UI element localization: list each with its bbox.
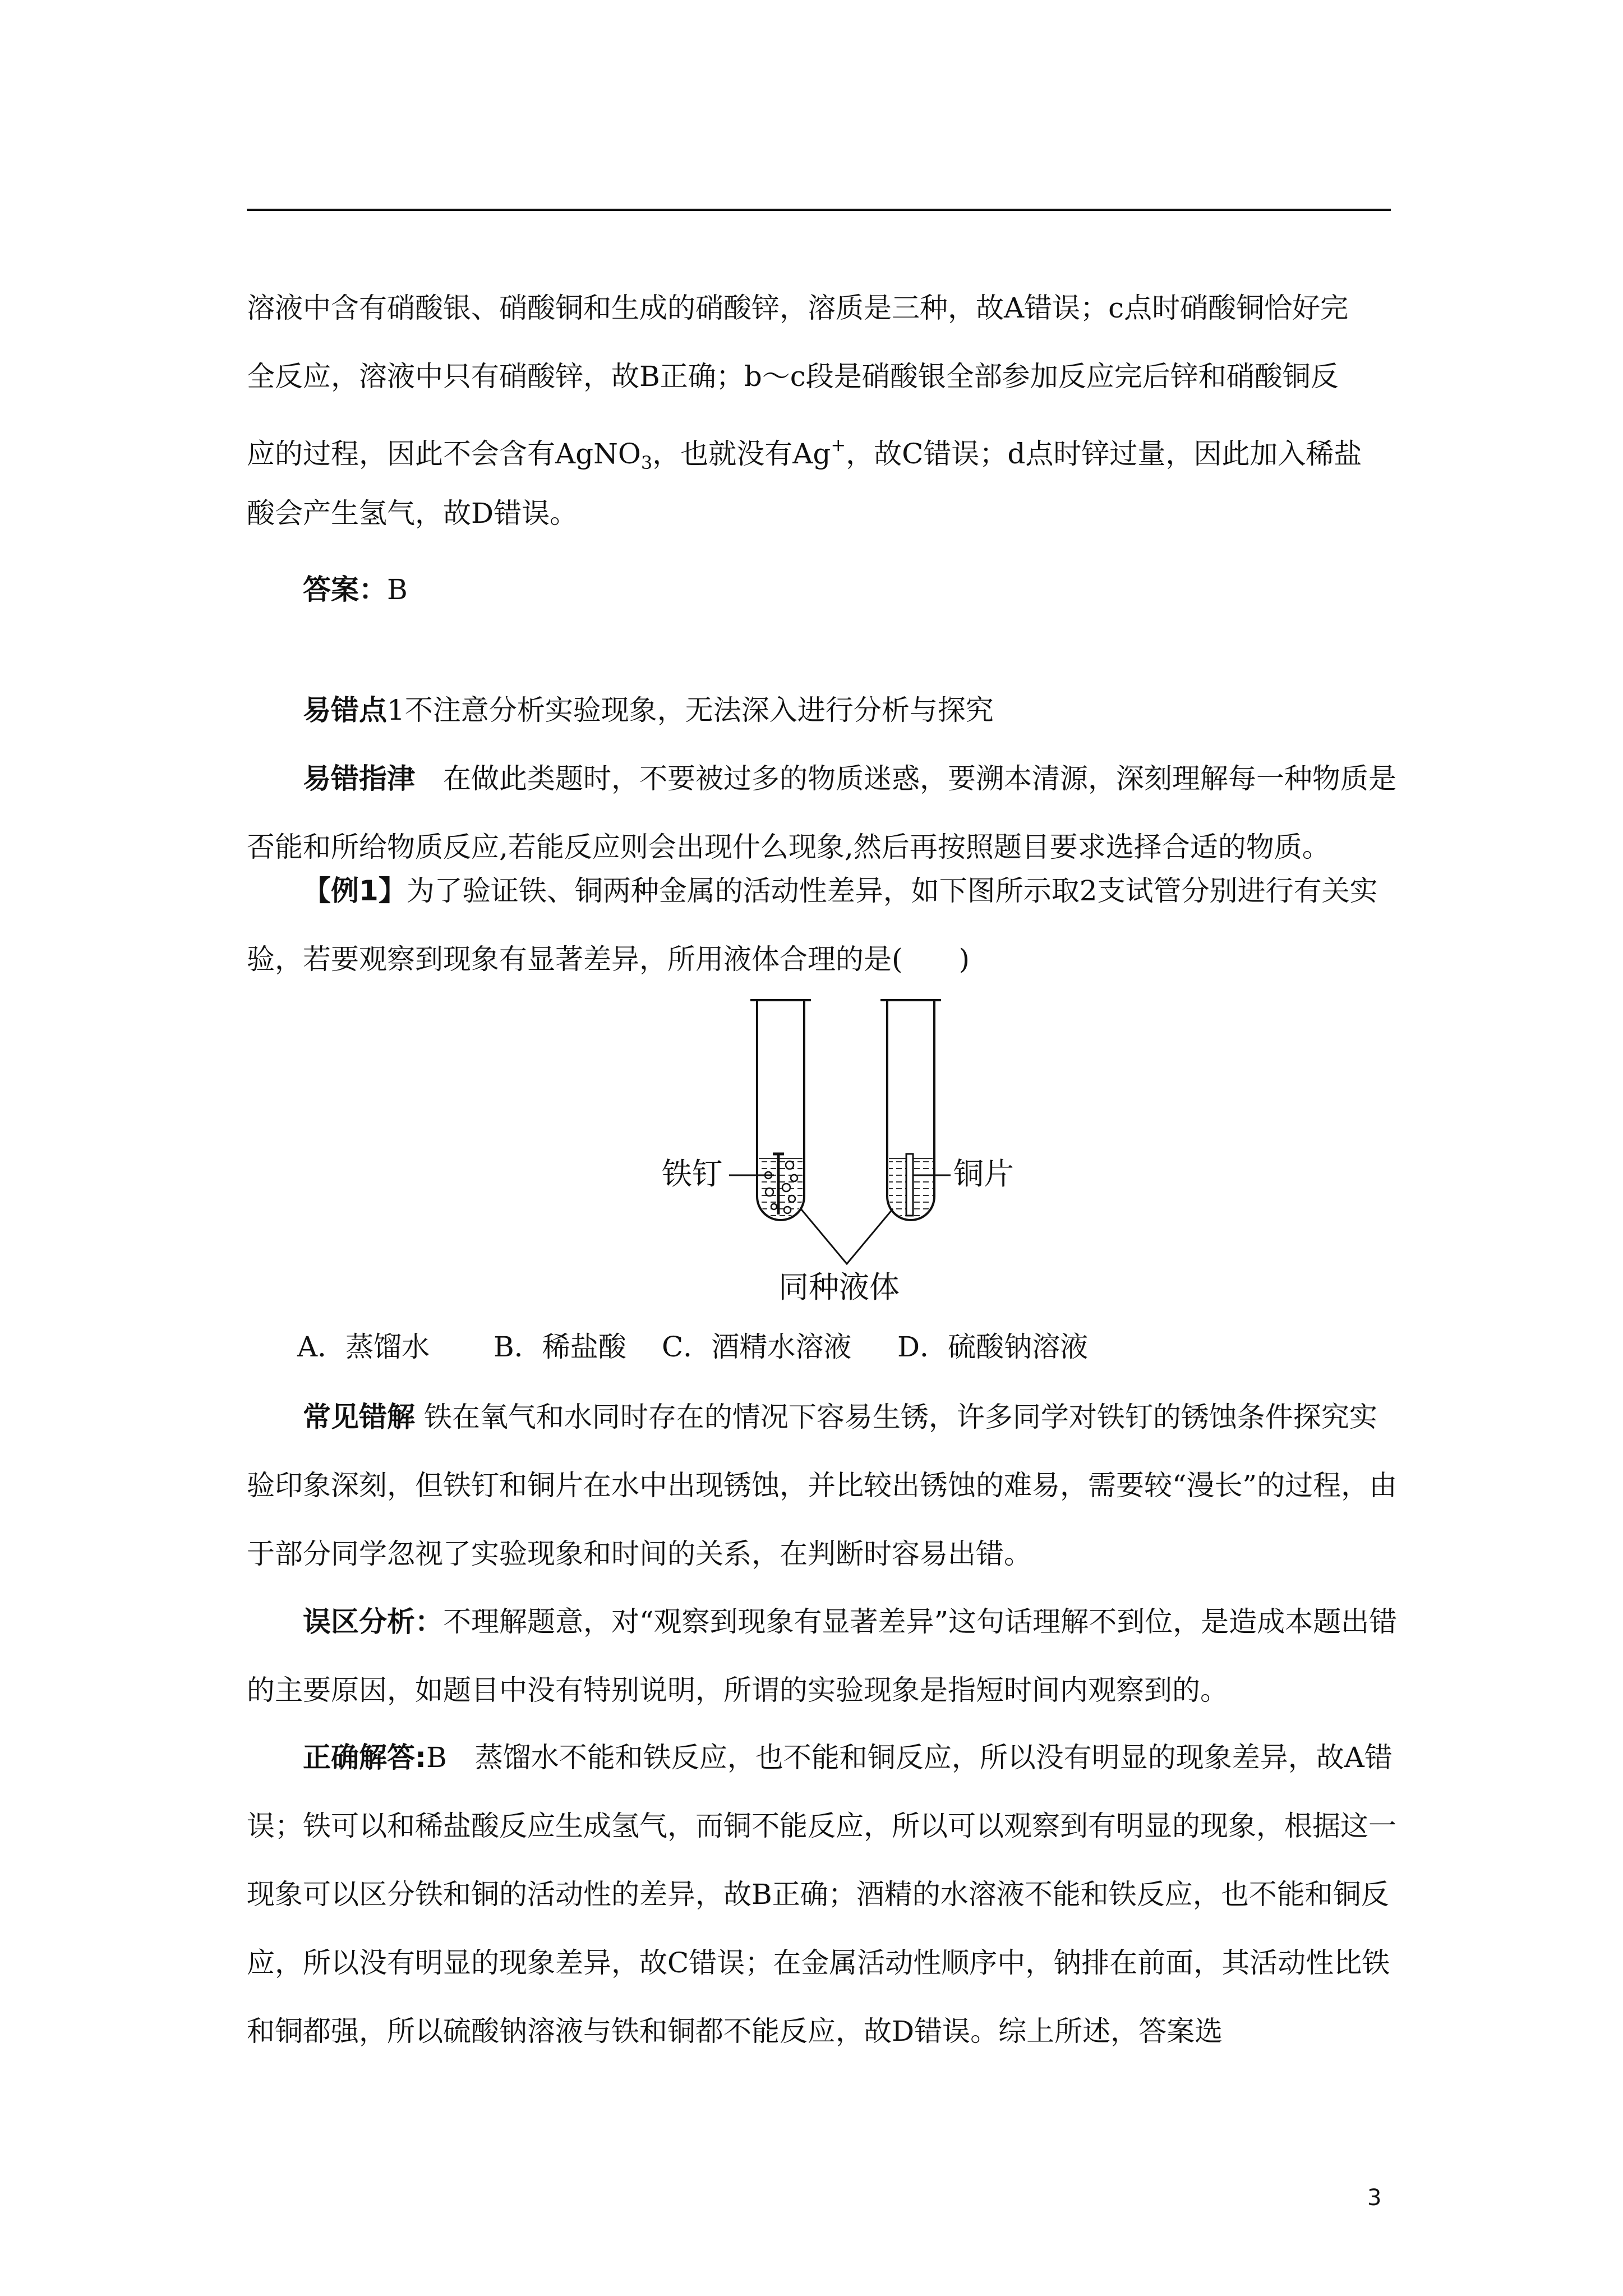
page-number: 3 [1367, 2185, 1382, 2211]
example-question [247, 857, 1402, 993]
paragraph-line [247, 342, 1402, 411]
error-point-label: 易错点 [303, 694, 387, 726]
misconception-text: 不理解题意，对“观察到现象有显著差异”这句话理解不到位，是造成本题出错的主要原因，如题目中没有特别说明，所谓的实验现象是指短时间内观察到的。 [247, 1605, 1398, 1706]
correct-solution [247, 1723, 1402, 2065]
text: ，故C错误；d点时锌过量，因此加入稀盐 [846, 438, 1362, 470]
answer-label: 答案： [303, 573, 387, 606]
header-rule [247, 209, 1391, 211]
answer-line [247, 555, 1402, 624]
subscript: 3 [640, 452, 653, 473]
misconception-analysis [247, 1588, 1402, 1724]
common-mistake-text: 铁在氧气和水同时存在的情况下容易生锈，许多同学对铁钉的锈蚀条件探究实验印象深刻，但铁钉和铜片在水中出现锈蚀，并比较出锈蚀的难易，需要较“漫长”的过程，由于部分同学忽视了实验现象和时间的关系，在判断时容易出错。 [247, 1401, 1398, 1570]
option-d: D．硫酸钠溶液 [897, 1331, 1089, 1363]
superscript: + [831, 434, 846, 455]
example-label: 【例1】 [303, 875, 407, 907]
error-point [247, 676, 1402, 744]
common-mistake-label: 常见错解 [303, 1401, 415, 1433]
correct-solution-text: B 蒸馏水不能和铁反应，也不能和铜反应，所以没有明显的现象差异，故A错误；铁可以和稀盐酸反应生成氢气，而铜不能反应，所以可以观察到有明显的现象，根据这一现象可以区分铁和铜的活动性的差异，故B正确；酒精的水溶液不能和铁反应，也不能和铜反应，所以没有明显的现象差异，故C错误；在金属活动性顺序中，钠排在前面，其活动性比铁和铜都强，所以硫酸钠溶液与铁和铜都不能反应，故D错误。综上所述，答案选 [247, 1741, 1396, 2047]
text: 酸会产生氢气，故D错误。 [247, 497, 578, 530]
test-tube-figure [662, 990, 1066, 1315]
paragraph-line [247, 274, 1402, 342]
label-same-liquid: 同种液体 [778, 1269, 900, 1305]
text: 应的过程，因此不会含有AgNO [247, 438, 641, 470]
test-tubes-diagram [662, 990, 1066, 1315]
option-b: B．稀盐酸 [494, 1331, 626, 1363]
correct-solution-label: 正确解答: [303, 1741, 426, 1774]
error-guide-text: 在做此类题时，不要被过多的物质迷惑，要溯本清源，深刻理解每一种物质是否能和所给物质反应,若能反应则会出现什么现象,然后再按照题目要求选择合适的物质。 [247, 762, 1396, 863]
misconception-label: 误区分析： [303, 1605, 443, 1638]
option-c: C．酒精水溶液 [662, 1331, 852, 1363]
left-liquid [759, 1158, 803, 1218]
label-iron-nail: 铁钉 [662, 1156, 722, 1191]
error-guide-label: 易错指津 [303, 762, 415, 795]
option-a: A．蒸馏水 [297, 1331, 430, 1363]
text: ，也就没有Ag [652, 438, 831, 470]
text: 溶液中含有硝酸银、硝酸铜和生成的硝酸锌，溶质是三种，故A错误；c点时硝酸铜恰好完 [247, 292, 1349, 324]
answer-options [297, 1322, 1088, 1372]
common-mistake [247, 1383, 1402, 1588]
example-text: 为了验证铁、铜两种金属的活动性差异，如下图所示取2支试管分别进行有关实验，若要观察到现象有显著差异，所用液体合理的是( ) [247, 875, 1378, 976]
label-copper-plate: 铜片 [953, 1156, 1014, 1191]
paragraph-line [247, 479, 1402, 547]
answer-value: B [387, 573, 408, 606]
copper-plate [906, 1154, 913, 1216]
error-point-text: 1不注意分析实验现象，无法深入进行分析与探究 [387, 694, 994, 726]
text: 全反应，溶液中只有硝酸锌，故B正确；b～c段是硝酸银全部参加反应完后锌和硝酸铜反 [247, 360, 1339, 393]
